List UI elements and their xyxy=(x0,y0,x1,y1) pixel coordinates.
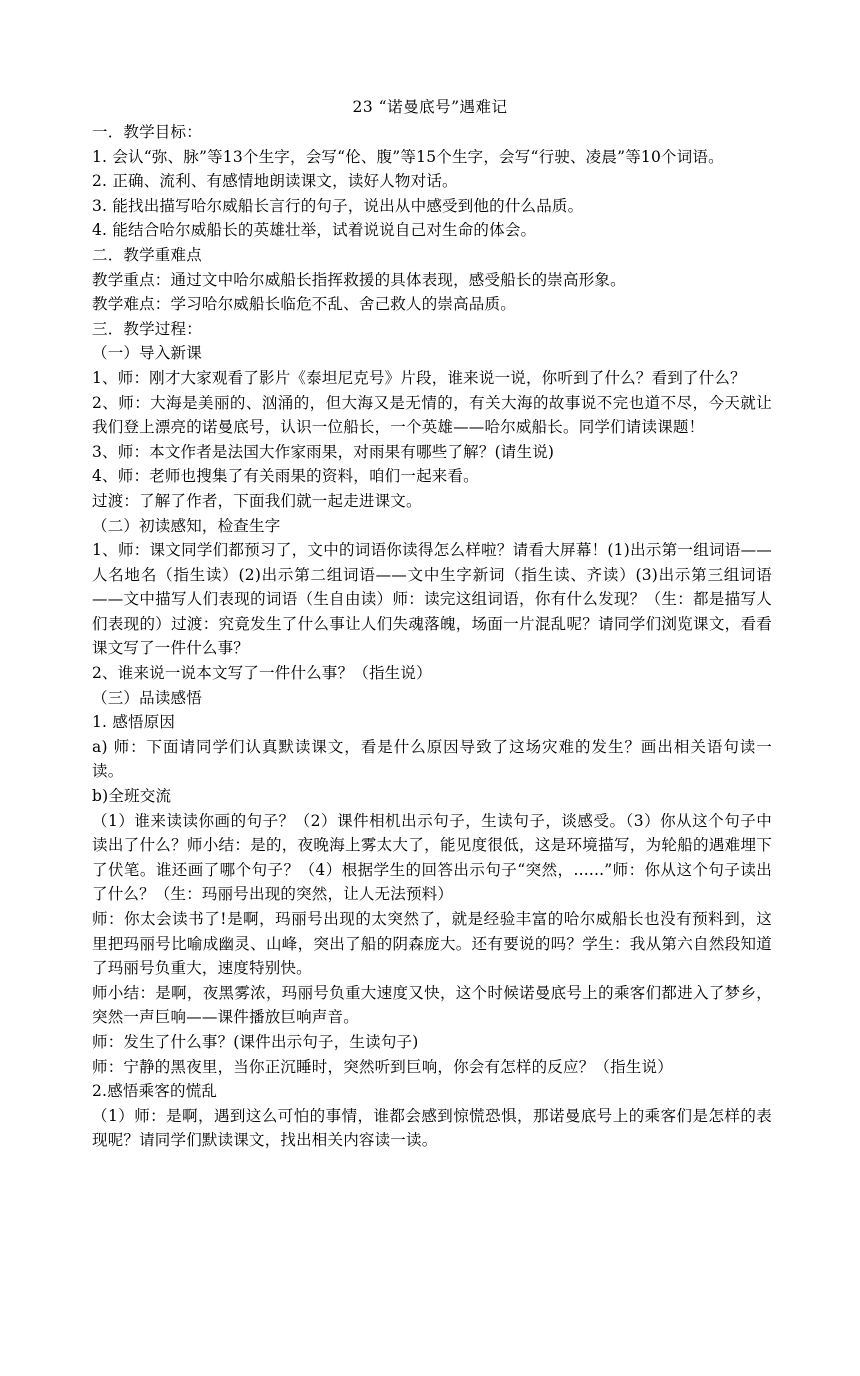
subheading-cause: 1. 感悟原因 xyxy=(92,713,176,732)
paragraph: b)全班交流 xyxy=(92,787,172,806)
subsection-heading-first-reading: （二）初读感知，检查生字 xyxy=(92,516,281,535)
subheading-panic: 2.感悟乘客的慌乱 xyxy=(92,1082,218,1101)
section-heading-key-points: 二．教学重难点 xyxy=(92,245,202,264)
key-point-paragraph: 教学重点：通过文中哈尔威船长指挥救援的具体表现，感受船长的崇高形象。 xyxy=(92,270,626,289)
paragraph: 1、师：刚才大家观看了影片《泰坦尼克号》片段，谁来说一说，你听到了什么？看到了什么？ xyxy=(92,368,746,387)
paragraph: 3、师：本文作者是法国大作家雨果，对雨果有哪些了解？(请生说) xyxy=(92,442,555,461)
paragraph: 1、师：课文同学们都预习了，文中的词语你读得怎么样啦？请看大屏幕！(1)出示第一组词语——人名地名（指生读）(2)出示第二组词语——文中生字新词（指生读、齐读）(3)出示第三组词语——文中描写人们表现的词语（生自由读）师：读完这组词语，你有什么发现？（生：都是描写人们表现的）过渡：究竟发生了什么事让人们失魂落魄，场面一片混乱呢？请同学们浏览课文，看看课文写了一件什么事？ xyxy=(92,541,772,658)
paragraph: 师：发生了什么事？(课件出示句子，生读句子) xyxy=(92,1032,419,1051)
paragraph: 师小结：是啊，夜黑雾浓，玛丽号负重大速度又快，这个时候诺曼底号上的乘客们都进入了梦乡，突然一声巨响——课件播放巨响声音。 xyxy=(92,983,772,1027)
section-heading-objectives: 一．教学目标： xyxy=(92,123,202,141)
paragraph: 师：宁静的黑夜里，当你正沉睡时，突然听到巨响，你会有怎样的反应？（指生说） xyxy=(92,1057,673,1076)
subsection-heading-reading-insight: （三）品读感悟 xyxy=(92,688,202,707)
document-title: 23 “诺曼底号”遇难记 xyxy=(352,98,508,116)
subsection-heading-intro: （一）导入新课 xyxy=(92,344,202,363)
difficulty-paragraph: 教学难点：学习哈尔威船长临危不乱、舍己救人的崇高品质。 xyxy=(92,295,516,314)
objective-item-4: 4. 能结合哈尔威船长的英雄壮举，试着说说自己对生命的体会。 xyxy=(92,221,537,240)
paragraph: （1）师：是啊，遇到这么可怕的事情，谁都会感到惊慌恐惧，那诺曼底号上的乘客们是怎样的表现呢？请同学们默读课文，找出相关内容读一读。 xyxy=(92,1106,772,1150)
paragraph: 4、师：老师也搜集了有关雨果的资料，咱们一起来看。 xyxy=(92,467,479,486)
paragraph: a) 师：下面请同学们认真默读课文，看是什么原因导致了这场灾难的发生？画出相关语句读一读。 xyxy=(92,737,772,781)
objective-item-2: 2. 正确、流利、有感情地朗读课文，读好人物对话。 xyxy=(92,172,458,191)
paragraph: 2、师：大海是美丽的、汹涌的，但大海又是无情的，有关大海的故事说不完也道不尽，今天就让我们登上漂亮的诺曼底号，认识一位船长，一个英雄——哈尔威船长。同学们请读课题！ xyxy=(92,393,772,437)
paragraph: 2、谁来说一说本文写了一件什么事？（指生说） xyxy=(92,664,432,683)
document-body xyxy=(92,120,772,1153)
section-heading-process: 三．教学过程： xyxy=(92,319,202,338)
paragraph: （1）谁来读读你画的句子？（2）课件相机出示句子，生读句子，谈感受。（3）你从这个句子中读出了什么？师小结：是的，夜晚海上雾太大了，能见度很低，这是环境描写，为轮船的遇难埋下了伏笔。谁还画了哪个句子？（4）根据学生的回答出示句子“突然，......”师：你从这个句子读出了什么？（生：玛丽号出现的突然，让人无法预料） xyxy=(92,811,772,904)
paragraph: 过渡：了解了作者，下面我们就一起走进课文。 xyxy=(92,491,422,510)
objective-item-1: 1. 会认“弥、脉”等13个生字，会写“伦、腹”等15个生字，会写“行驶、凌晨”等10个词语。 xyxy=(92,147,724,166)
objective-item-3: 3. 能找出描写哈尔威船长言行的句子，说出从中感受到他的什么品质。 xyxy=(92,196,584,215)
paragraph: 师：你太会读书了!是啊，玛丽号出现的太突然了，就是经验丰富的哈尔威船长也没有预料到，这里把玛丽号比喻成幽灵、山峰，突出了船的阴森庞大。还有要说的吗？学生：我从第六自然段知道了玛丽号负重大，速度特别快。 xyxy=(92,910,772,978)
